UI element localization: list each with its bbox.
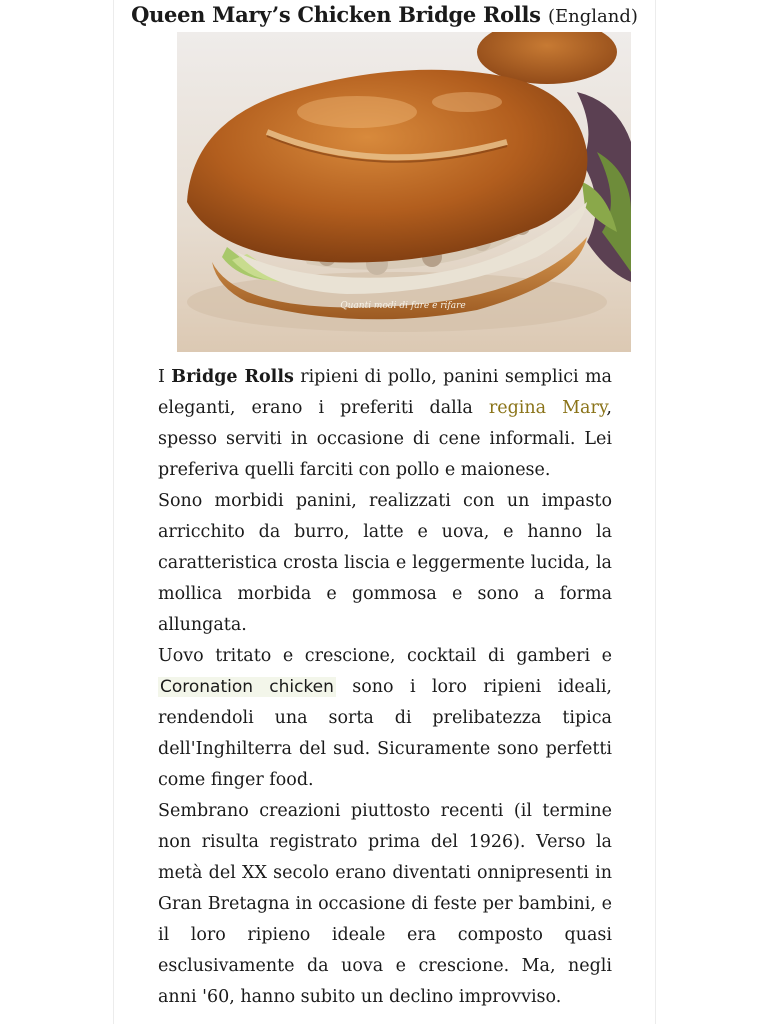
recipe-title — [114, 0, 655, 30]
bold-term-bridge-rolls: Bridge Rolls — [171, 367, 294, 387]
paragraph-3 — [158, 641, 612, 796]
right-margin — [655, 0, 768, 1024]
text-fragment: , spesso serviti in occasione di cene informali. Lei preferiva quelli farciti con pollo e maionese. — [158, 398, 612, 480]
highlighted-term-coronation-chicken[interactable]: Coronation chicken — [160, 677, 334, 697]
link-regina-mary[interactable]: regina Mary — [488, 398, 607, 418]
bridge-roll-image — [177, 32, 631, 352]
text-fragment: sono i loro ripieni ideali, rendendoli una sorta di prelibatezza tipica dell'Inghilterra del sud. Sicuramente sono perfetti come finger food. — [158, 677, 612, 790]
paragraph-2: Sono morbidi panini, realizzati con un impasto arricchito da burro, latte e uova, e hanno la caratteristica crosta liscia e leggermente lucida, la mollica morbida e gommosa e sono a forma allungata. — [158, 491, 612, 635]
article-body — [158, 362, 612, 1013]
paragraph-1 — [158, 362, 612, 486]
text-fragment: I — [158, 367, 172, 387]
text-fragment: Uovo tritato e crescione, cocktail di gamberi e — [158, 646, 612, 666]
article — [114, 0, 655, 1024]
left-margin — [0, 0, 114, 1024]
recipe-title-main: Queen Mary’s Chicken Bridge Rolls — [131, 2, 541, 27]
text-fragment: ripieni di pollo, panini semplici ma eleganti, erano i preferiti dalla — [158, 367, 612, 418]
photo-watermark: Quanti modi di fare e rifare — [340, 301, 466, 311]
paragraph-4: Sembrano creazioni piuttosto recenti (il termine non risulta registrato prima del 1926). Verso la metà del XX secolo erano diventati onnipresenti in Gran Bretagna in occasione di feste per bambini, e il loro ripieno ideale era composto quasi esclusivamente da uova e crescione. Ma, negli anni '60, hanno subito un declino improvviso. — [158, 801, 612, 1007]
recipe-photo — [177, 32, 631, 352]
recipe-title-country: (England) — [548, 6, 638, 27]
